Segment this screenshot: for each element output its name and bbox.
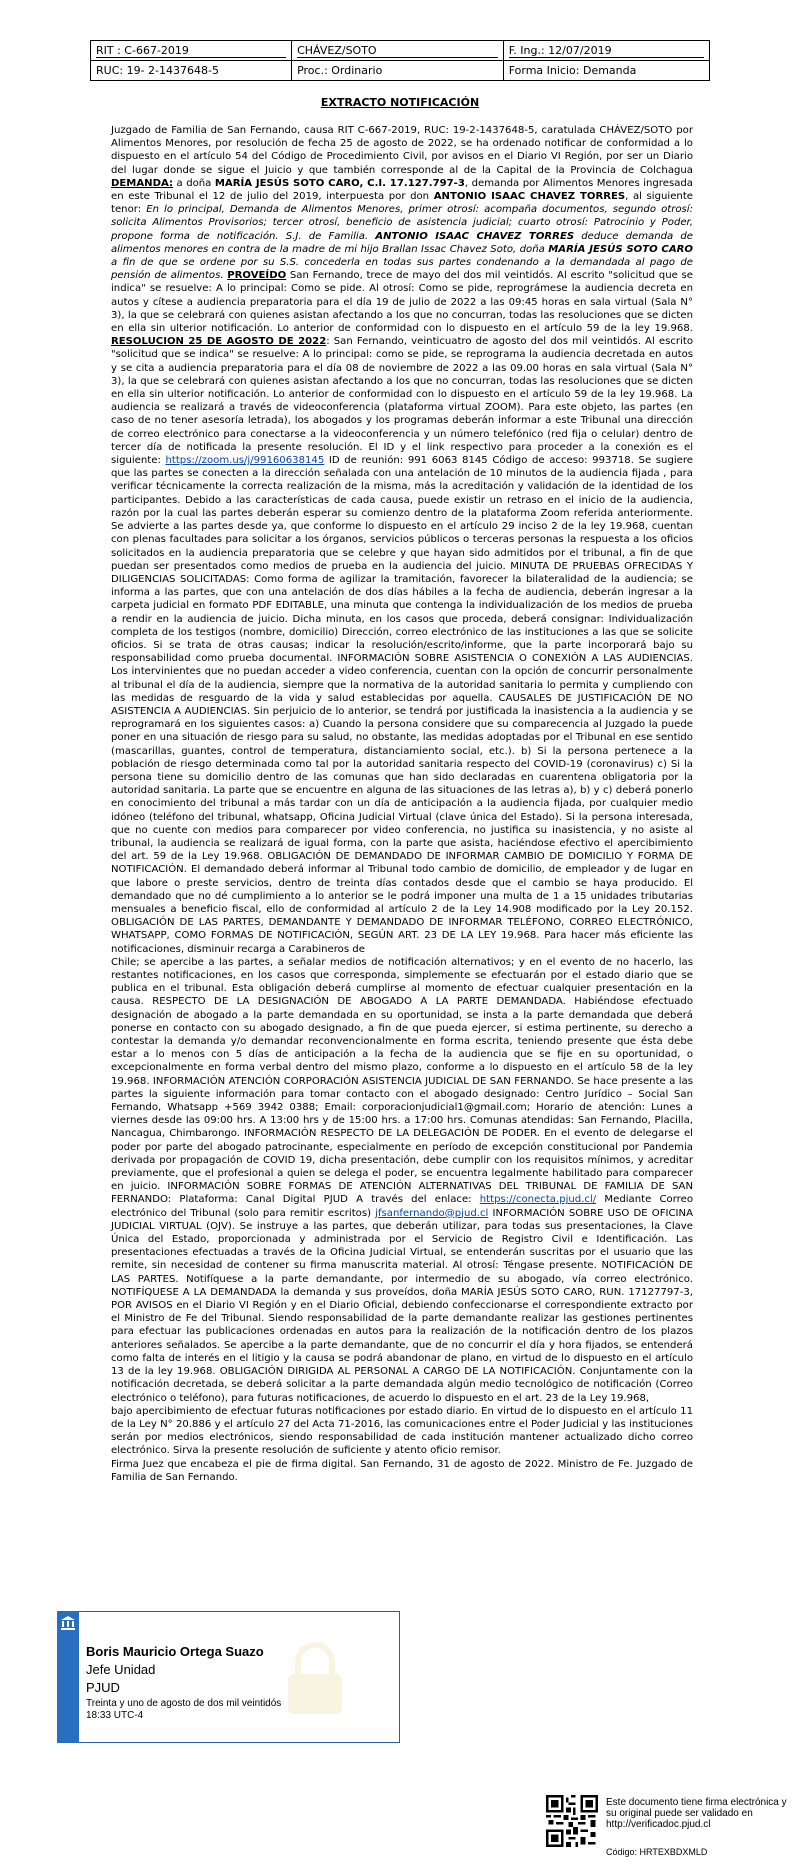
zoom-link[interactable]: https://zoom.us/j/99160638145 xyxy=(165,455,325,467)
tenor-text: a fin de que se ordene por su S.S. concederla en todas sus partes condenando a la demandada al pago de pensión de alimentos. xyxy=(111,257,693,282)
rit-value: RIT : C-667-2019 xyxy=(96,44,286,58)
fecha-ingreso-value: F. Ing.: 12/07/2019 xyxy=(509,44,704,58)
conecta-link[interactable]: https://conecta.pjud.cl/ xyxy=(479,1194,597,1206)
demanda-label: DEMANDA: xyxy=(111,177,173,189)
signature-date xyxy=(86,1698,336,1722)
tenor-demandante: ANTONIO ISAAC CHAVEZ TORRES xyxy=(375,230,575,242)
signer-name: Boris Mauricio Ortega Suazo xyxy=(86,1644,264,1659)
case-header-table xyxy=(90,40,710,81)
tenor-text: En lo principal, Demanda de Alimentos Menores, primer otrosí: acompaña documentos, segundo otrosí: solicita Alimentos Provisorios; tercer otrosí, beneficio de asistencia judicial; cuarto otrosí: Patrocinio y Poder, propone forma de notificación. S.J. de Familia. xyxy=(111,204,694,242)
qr-code-icon xyxy=(546,1795,598,1847)
text-segment: : San Fernando, veinticuatro de agosto del dos mil veintidós. Al escrito "solicitud que se indica" se resuelve: A lo principal: como se pide, se reprograma la audiencia decretada en autos y se cita a audiencia preparatoria para el día 08 de noviembre de 2022 a las 09.00 horas en sala virtual (Sala N° 3), la que se celebrará con quienes asistan afectando a los que no concurran, todas las resoluciones que se dicten en ella sin ulterior notificación. Lo anterior de conformidad con lo dispuesto en el artículo 59 de la ley 19.968. La audiencia se realizará a través de videoconferencia (plataforma virtual ZOOM). Para este objeto, las partes (en caso de no tener asesoría letrada), los abogados y los programas deberán informar a este Tribunal una dirección de correo electrónico para conectarse a la videoconferencia y un número telefónico (red fija o celular) dentro de tercer día de notificada la presente resolución. El ID y el link respectivo para proceder a la conexión es el siguiente: xyxy=(111,336,693,467)
procedimiento-cell: Proc.: Ordinario xyxy=(292,61,504,81)
fecha-ingreso-cell xyxy=(503,41,709,61)
courthouse-icon xyxy=(59,1614,77,1632)
paragraph-firma: Firma Juez que encabeza el pie de firma digital. San Fernando, 31 de agosto de 2022. Ministro de Fe. Juzgado de Familia de San Fernando. xyxy=(111,1458,693,1483)
text-segment: INFORMACIÓN SOBRE USO DE OFICINA JUDICIAL VIRTUAL (OJV). Se instruye a las partes, que deberán utilizar, para todas sus presentaciones, la Clave Única del Estado, proporcionada y administrada por el Servicio de Registro Civil e Identificación. Las presentaciones efectuadas a través de la Oficina Judicial Virtual, se entenderán suscritas por el usuario que las remite, sin necesidad de contener su firma manuscrita material. Al otrosí: Téngase presente. NOTIFICACIÓN DE LAS PARTES. Notifíquese a la parte demandante, por intermedio de su abogado, vía correo electrónico. NOTIFÍQUESE A LA DEMANDADA la demanda y sus proveídos, doña MARÍA JESÚS SOTO CARO, RUN. 17127797-3, POR AVISOS en el Diario VI Región y en el Diario Oficial, debiendo confeccionarse el correspondiente extracto por el Ministro de Fe del Tribunal. Siendo responsabilidad de la parte demandante realizar las gestiones pertinentes para efectuar las publicaciones ordenadas en autos para la realización de la notificación dentro de los plazos anteriores señalados. Se apercibe a la parte demandante, que de no concurrir el día y hora fijados, se entenderá como falta de interés en el litigio y la causa se podrá abandonar de plano, en virtud de lo dispuesto en el artículo 13 de la ley 19.968. OBLIGACIÓN DIRIGIDA AL PERSONAL A CARGO DE LA NOTIFICACIÓN. Conjuntamente con la notificación decretada, se deberá solicitar a la parte demandada algún medio tecnológico de notificación (Correo electrónico o teléfono), para futuras notificaciones, de acuerdo lo dispuesto en el art. 23 de la Ley 19.968, xyxy=(111,1207,693,1404)
signer-org: PJUD xyxy=(86,1680,120,1695)
demandante-name: ANTONIO ISAAC CHAVEZ TORRES xyxy=(433,191,626,203)
text-segment: Juzgado de Familia de San Fernando, causa RIT C-667-2019, RUC: 19-2-1437648-5, caratulada CHÁVEZ/SOTO por Alimentos Menores, por resolución de fecha 25 de agosto de 2022, se ha ordenado notificar de conformidad a lo dispuesto en el artículo 54 del Código de Procedimiento Civil, por avisos en el Diario VI Región, por ser un Diario del lugar donde se sigue el Juicio y que también corresponde al de la Capital de la Provincia de Colchagua xyxy=(111,125,693,176)
ruc-cell: RUC: 19- 2-1437648-5 xyxy=(91,61,292,81)
parties-value: CHÁVEZ/SOTO xyxy=(297,44,498,58)
verification-code: Código: HRTEXBDXMLD xyxy=(606,1847,708,1857)
paragraph-apercibimiento: bajo apercibimiento de efectuar futuras notificaciones por estado diario. En virtud de lo dispuesto en el artículo 11 de la Ley N° 20.886 y el artículo 27 del Acta 71-2016, las comunicaciones entre el Poder Judicial y las instituciones serán por medios electrónicos, siendo responsabilidad de cada institución mantener actualizado dicho correo electrónico. Sirva la presente resolución de suficiente y atento oficio remisor. xyxy=(111,1405,693,1457)
signer-role: Jefe Unidad xyxy=(86,1662,156,1677)
resolucion-label: RESOLUCION 25 DE AGOSTO DE 2022 xyxy=(111,336,327,348)
tribunal-email-link[interactable]: jfsanfernando@pjud.cl xyxy=(375,1207,489,1219)
rit-cell xyxy=(91,41,292,61)
text-segment: Chile; se apercibe a las partes, a señalar medios de notificación alternativos; y en el evento de no hacerlo, las restantes notificaciones, en los casos que corresponda, simplemente se efectuarán por el estado diario que se publica en el tribunal. Esta obligación deberá cumplirse al momento de efectuar cualquier presentación en la causa. RESPECTO DE LA DESIGNACIÓN DE ABOGADO A LA PARTE DEMANDADA. Habiéndose efectuado designación de abogado a la parte demandada en su oportunidad, se insta a la parte demandada que deberá ponerse en contacto con su abogado designado, a fin de que pueda ejercer, si estima pertinente, su derecho a contestar la demanda y/o demandar reconvencionalmente en forma escrita, teniendo presente que ésta debe estar a lo menos con 5 días de anticipación a la fecha de la audiencia que se fije en su oportunidad, o excepcionalmente en forma verbal dentro del mismo plazo, conforme a lo dispuesto en el artículo 58 de la ley 19.968. INFORMACIÓN ATENCIÓN CORPORACIÓN ASISTENCIA JUDICIAL DE SAN FERNANDO. Se hace presente a las partes la siguiente información para tomar contacto con el abogado designado: Centro Jurídico – Social San Fernando, Whatsapp +569 3942 0388; Email: corporacionjudicial1@gmail.com; Horario de atención: Lunes a viernes desde las 09:00 hrs. A 13:00 hrs y de 15:00 hrs. a 17:00 hrs. Comunas atendidas: San Fernando, Placilla, Nancagua, Chimbarongo. INFORMACIÓN RESPECTO DE LA DELEGACIÓN DE PODER. En el evento de delegarse el poder por parte del abogado patrocinante, especialmente en período de excepción constitucional por Pandemia derivada por propagación de COVID 19, dicha presentación, debe cumplir con los requisitos mínimos, y acreditar previamente, que el profesional a quien se delega el poder, se encuentra legalmente habilitado para comparecer en juicio. INFORMACIÓN SOBRE FORMAS DE ATENCIÓN ALTERNATIVAS DEL TRIBUNAL DE FAMILIA DE SAN FERNANDO: Plataforma: Canal Digital PJUD A través del enlace: xyxy=(111,956,693,1206)
text-segment: , demanda por Alimentos Menores ingresada en este Tribunal el 12 de julio del 2019, interpuesta por don xyxy=(111,177,693,203)
parties-cell xyxy=(292,41,504,61)
document-title: EXTRACTO NOTIFICACIÓN xyxy=(320,96,480,109)
notification-body xyxy=(111,124,693,1484)
forma-inicio-cell: Forma Inicio: Demanda xyxy=(503,61,709,81)
text-segment: , al siguiente tenor: xyxy=(111,191,693,216)
text-segment: Mediante Correo electrónico del Tribunal (solo para remitir escritos) xyxy=(111,1194,693,1219)
signature-time-text: 18:33 UTC-4 xyxy=(86,1710,144,1721)
demandada-name: MARÍA JESÚS SOTO CARO, C.I. 17.127.797-3 xyxy=(214,177,465,189)
signature-date-text: Treinta y uno de agosto de dos mil veintidós xyxy=(86,1698,282,1709)
tenor-text: deduce demanda de alimentos menores en contra de la madre de mi hijo Brallan Issac Chavez Soto, doña xyxy=(111,230,694,255)
verification-notice: Este documento tiene firma electrónica y su original puede ser validado en http://verificadoc.pjud.cl xyxy=(606,1797,787,1830)
text-segment: a doña xyxy=(173,177,215,189)
text-segment: ID de reunión: 991 6063 8145 Código de acceso: 993718. Se sugiere que las partes se conecten a la dirección señalada con una antelación de 10 minutos de la audiencia fijada , para verificar técnicamente la correcta realización de la misma, más la acreditación y validación de la identidad de los participantes. Debido a las características de cada causa, puede existir un retraso en el inicio de la audiencia, razón por la cual las partes deberán esperar su comienzo dentro de la plataforma Zoom referida anteriormente. Se advierte a las partes desde ya, que conforme lo dispuesto en el artículo 29 inciso 2 de la ley 19.968, cuentan con plenas facultades para solicitar a los órganos, servicios públicos o terceras personas la respuesta a los oficios solicitados en la audiencia preparatoria que se celebre y que hayan sido admitidos por el tribunal, a fin de que puedan ser presentados como medios de prueba en la audiencia del juicio. MINUTA DE PRUEBAS OFRECIDAS Y DILIGENCIAS SOLICITADAS: Como forma de agilizar la tramitación, favorecer la bilateralidad de la audiencia; se informa a las partes, que con una antelación de dos días hábiles a la fecha de audiencia, deberán ingresar a la carpeta judicial en formato PDF EDITABLE, una minuta que contenga la individualización de los medios de prueba a rendir en la audiencia de juicio. Dicha minuta, en los casos que proceda, deberá consignar: Individualización completa de los testigos (nombre, domicilio) Dirección, correo electrónico de las instituciones a las que se solicite oficios. Si se trata de otras causas; indicar la resolución/escrito/informe, que la parte incorporará bajo su responsabilidad como prueba documental. INFORMACIÓN SOBRE ASISTENCIA O CONEXIÓN A LAS AUDIENCIAS. Los intervinientes que no puedan acceder a video conferencia, cuentan con la opción de concurrir personalmente al tribunal el día de la audiencia, siempre que la normativa de la autoridad sanitaria lo permita y cumpliendo con las medidas de resguardo de la vida y salud establecidas por aquella. CAUSALES DE JUSTIFICACIÓN DE NO ASISTENCIA A AUDIENCIAS. Sin perjuicio de lo anterior, se tendrá por justificada la inasistencia a la audiencia y se reprogramará en los siguientes casos: a) Cuando la persona considere que su comparecencia al Juzgado la puede poner en una situación de riesgo para su salud, no obstante, las medidas adoptadas por el Tribunal en ese sentido (mascarillas, guantes, control de temperatura, distanciamiento social, etc.). b) Si la persona pertenece a la población de riesgo determinada como tal por la autoridad sanitaria respecto del COVID-19 (coronavirus) c) Si la persona tiene su domicilio dentro de las comunas que han sido declaradas en cuarentena obligatoria por la autoridad sanitaria. La parte que se encuentre en alguna de las situaciones de las letras a), b) y c) deberá ponerlo en conocimiento del tribunal a más tardar con un día de anticipación a la audiencia fijada, por cualquier medio idóneo (teléfono del tribunal, whatsapp, Oficina Judicial Virtual (clave única del Estado). Si la persona interesada, que no cuente con medios para comparecer por video conferencia, no justifica su inasistencia, y no asiste al tribunal, la audiencia se realizará de igual forma, con la parte que asista, haciéndose efectivo el apercibimiento del art. 59 de la Ley 19.968. OBLIGACIÓN DE DEMANDADO DE INFORMAR CAMBIO DE DOMICILIO Y FORMA DE NOTIFICACIÓN. El demandado deberá informar al Tribunal todo cambio de domicilio, de empleador y de lugar en que labore o preste servicios, dentro de treinta días contados desde que el cambio se haya producido. El demandado que no dé cumplimiento a lo anterior se le podrá imponer una multa de 1 a 15 unidades tributarias mensuales a beneficio fiscal, ello de conformidad al artículo 2 de la Ley 14.908 modificado por la Ley 20.152. OBLIGACIÓN DE LAS PARTES, DEMANDANTE Y DEMANDADO DE INFORMAR TELÉFONO, CORREO ELECTRÓNICO, WHATSAPP, COMO FORMAS DE NOTIFICACIÓN, SEGÚN ART. 23 DE LA LEY 19.968. Para hacer más eficiente las notificaciones, disminuir recarga a Carabineros de xyxy=(111,455,693,955)
paragraph-main xyxy=(111,124,693,956)
text-segment: San Fernando, trece de mayo del dos mil veintidós. Al escrito "solicitud que se indica" se resuelve: A lo principal: Como se pide. Al otrosí: Como se pide, reprográmese la audiencia decreta en autos y cítese a audiencia preparatoria para el día 19 de julio de 2022 a las 09:45 horas en sala virtual (Sala N° 3), la que se celebrará con quienes asistan afectando a los que no concurran, todas las resoluciones que se dicten en ella sin ulterior notificación. Lo anterior de conformidad con lo dispuesto en el artículo 59 de la ley 19.968. xyxy=(111,270,693,335)
proveido-label: PROVEÍDO xyxy=(227,270,287,282)
tenor-demandada: MARÍA JESÚS SOTO CARO xyxy=(548,243,693,255)
paragraph-chile xyxy=(111,956,693,1405)
